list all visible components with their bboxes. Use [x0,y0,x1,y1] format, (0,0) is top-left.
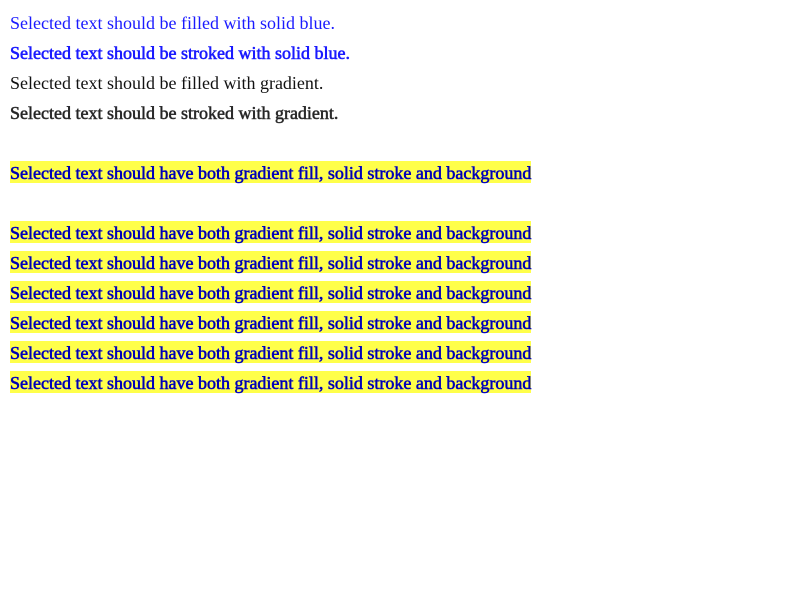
combined-style-text-3-content: Selected text should have both gradient fill, solid stroke and background [10,253,532,273]
combined-style-text-3 [10,251,531,275]
combined-style-text-4 [10,281,531,305]
combined-style-text-2-content: Selected text should have both gradient fill, solid stroke and background [10,223,532,243]
combined-style-text-5-content: Selected text should have both gradient fill, solid stroke and background [10,313,532,333]
combined-style-text-2 [10,221,531,245]
combined-style-text-5 [10,311,531,335]
filled-solid-blue-text: Selected text should be filled with solid blue. [10,13,335,33]
combined-style-text-1-content: Selected text should have both gradient fill, solid stroke and background [10,163,532,183]
filled-gradient-text: Selected text should be filled with gradient. [10,73,324,93]
combined-style-text-6-content: Selected text should have both gradient fill, solid stroke and background [10,343,532,363]
combined-style-text-4-content: Selected text should have both gradient fill, solid stroke and background [10,283,532,303]
combined-style-text-7-content: Selected text should have both gradient fill, solid stroke and background [10,373,532,393]
combined-style-text-7 [10,371,531,395]
combined-style-text-1 [10,161,531,185]
stroked-gradient-text: Selected text should be stroked with gradient. [10,103,339,123]
stroked-solid-blue-text: Selected text should be stroked with solid blue. [10,43,350,63]
combined-style-text-6 [10,341,531,365]
